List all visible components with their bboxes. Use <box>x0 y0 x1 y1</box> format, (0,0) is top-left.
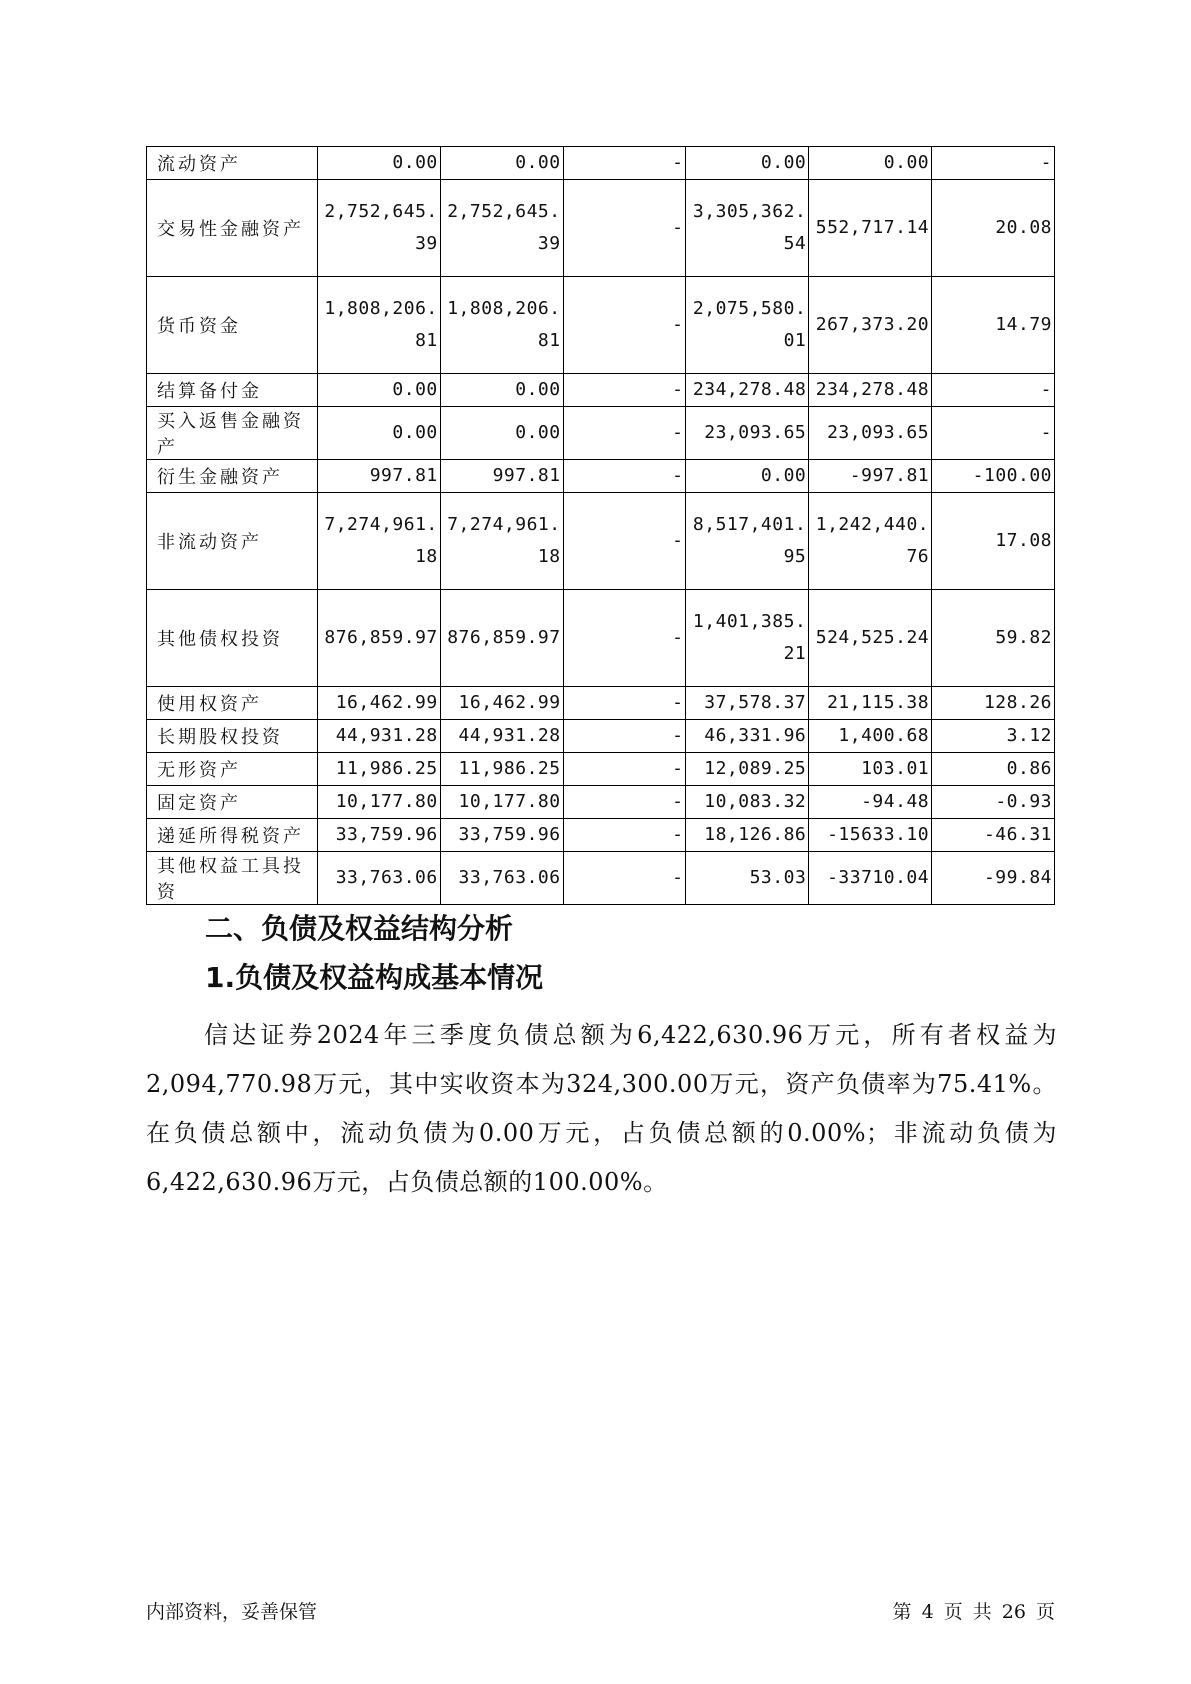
value-cell-col4: 0.00 <box>686 460 809 493</box>
value-cell-col6: -99.84 <box>932 852 1055 905</box>
row-label: 递延所得税资产 <box>147 819 318 852</box>
value-cell-col3: - <box>563 590 686 687</box>
value-cell-col1: 16,462.99 <box>317 687 440 720</box>
row-label: 使用权资产 <box>147 687 318 720</box>
table-row <box>147 590 1055 687</box>
value-cell-col1: 10,177.80 <box>317 786 440 819</box>
value-cell-col2: 11,986.25 <box>440 753 563 786</box>
value-cell-col4: 46,331.96 <box>686 720 809 753</box>
value-cell-col1: 876,859.97 <box>317 590 440 687</box>
row-label: 流动资产 <box>147 147 318 180</box>
table-row <box>147 753 1055 786</box>
value-cell-col4: 1,401,385.21 <box>686 590 809 687</box>
value-cell-col3: - <box>563 687 686 720</box>
value-cell-col5: 1,242,440.76 <box>809 493 932 590</box>
value-cell-col2: 44,931.28 <box>440 720 563 753</box>
value-cell-col4: 2,075,580.01 <box>686 277 809 374</box>
table-row <box>147 819 1055 852</box>
value-cell-col1: 7,274,961.18 <box>317 493 440 590</box>
value-cell-col6: 3.12 <box>932 720 1055 753</box>
value-cell-col4: 234,278.48 <box>686 374 809 407</box>
asset-table-body <box>147 147 1055 905</box>
footer-page-number: 第 4 页 共 26 页 <box>892 1601 1055 1623</box>
table-row <box>147 460 1055 493</box>
value-cell-col5: -33710.04 <box>809 852 932 905</box>
value-cell-col3: - <box>563 180 686 277</box>
value-cell-col1: 0.00 <box>317 374 440 407</box>
footer-confidential-note: 内部资料，妥善保管 <box>146 1601 318 1623</box>
value-cell-col1: 2,752,645.39 <box>317 180 440 277</box>
row-label: 非流动资产 <box>147 493 318 590</box>
row-label: 货币资金 <box>147 277 318 374</box>
row-label: 固定资产 <box>147 786 318 819</box>
table-row <box>147 407 1055 460</box>
value-cell-col2: 2,752,645.39 <box>440 180 563 277</box>
value-cell-col6: -100.00 <box>932 460 1055 493</box>
value-cell-col1: 1,808,206.81 <box>317 277 440 374</box>
value-cell-col2: 0.00 <box>440 147 563 180</box>
table-row <box>147 374 1055 407</box>
value-cell-col4: 8,517,401.95 <box>686 493 809 590</box>
value-cell-col3: - <box>563 374 686 407</box>
value-cell-col4: 53.03 <box>686 852 809 905</box>
value-cell-col6: 0.86 <box>932 753 1055 786</box>
value-cell-col3: - <box>563 460 686 493</box>
value-cell-col1: 0.00 <box>317 407 440 460</box>
value-cell-col2: 33,763.06 <box>440 852 563 905</box>
table-row <box>147 147 1055 180</box>
value-cell-col1: 44,931.28 <box>317 720 440 753</box>
value-cell-col5: 0.00 <box>809 147 932 180</box>
value-cell-col5: 552,717.14 <box>809 180 932 277</box>
value-cell-col1: 11,986.25 <box>317 753 440 786</box>
table-row <box>147 277 1055 374</box>
row-label: 衍生金融资产 <box>147 460 318 493</box>
row-label: 其他债权投资 <box>147 590 318 687</box>
value-cell-col4: 18,126.86 <box>686 819 809 852</box>
value-cell-col3: - <box>563 277 686 374</box>
value-cell-col3: - <box>563 753 686 786</box>
value-cell-col3: - <box>563 493 686 590</box>
value-cell-col6: -0.93 <box>932 786 1055 819</box>
value-cell-col4: 37,578.37 <box>686 687 809 720</box>
value-cell-col6: 14.79 <box>932 277 1055 374</box>
value-cell-col4: 23,093.65 <box>686 407 809 460</box>
value-cell-col5: 524,525.24 <box>809 590 932 687</box>
value-cell-col5: 21,115.38 <box>809 687 932 720</box>
value-cell-col5: 234,278.48 <box>809 374 932 407</box>
value-cell-col6: 128.26 <box>932 687 1055 720</box>
value-cell-col6: 20.08 <box>932 180 1055 277</box>
value-cell-col3: - <box>563 720 686 753</box>
row-label: 结算备付金 <box>147 374 318 407</box>
row-label: 交易性金融资产 <box>147 180 318 277</box>
value-cell-col6: - <box>932 407 1055 460</box>
value-cell-col4: 3,305,362.54 <box>686 180 809 277</box>
value-cell-col2: 0.00 <box>440 407 563 460</box>
value-cell-col3: - <box>563 147 686 180</box>
row-label: 其他权益工具投资 <box>147 852 318 905</box>
value-cell-col3: - <box>563 819 686 852</box>
value-cell-col2: 7,274,961.18 <box>440 493 563 590</box>
value-cell-col4: 10,083.32 <box>686 786 809 819</box>
value-cell-col5: 267,373.20 <box>809 277 932 374</box>
value-cell-col1: 33,763.06 <box>317 852 440 905</box>
table-row <box>147 786 1055 819</box>
table-row <box>147 687 1055 720</box>
value-cell-col2: 0.00 <box>440 374 563 407</box>
value-cell-col2: 10,177.80 <box>440 786 563 819</box>
asset-table <box>146 146 1055 905</box>
row-label: 长期股权投资 <box>147 720 318 753</box>
section-heading: 二、负债及权益结构分析 <box>205 912 514 945</box>
value-cell-col3: - <box>563 786 686 819</box>
value-cell-col1: 997.81 <box>317 460 440 493</box>
value-cell-col5: 103.01 <box>809 753 932 786</box>
value-cell-col6: 17.08 <box>932 493 1055 590</box>
value-cell-col3: - <box>563 407 686 460</box>
value-cell-col2: 876,859.97 <box>440 590 563 687</box>
value-cell-col4: 0.00 <box>686 147 809 180</box>
value-cell-col4: 12,089.25 <box>686 753 809 786</box>
value-cell-col1: 0.00 <box>317 147 440 180</box>
value-cell-col5: -997.81 <box>809 460 932 493</box>
value-cell-col2: 1,808,206.81 <box>440 277 563 374</box>
value-cell-col6: - <box>932 374 1055 407</box>
value-cell-col5: 23,093.65 <box>809 407 932 460</box>
value-cell-col1: 33,759.96 <box>317 819 440 852</box>
value-cell-col6: -46.31 <box>932 819 1055 852</box>
value-cell-col6: - <box>932 147 1055 180</box>
value-cell-col5: -15633.10 <box>809 819 932 852</box>
row-label: 无形资产 <box>147 753 318 786</box>
value-cell-col5: -94.48 <box>809 786 932 819</box>
section-paragraph: 信达证券2024年三季度负债总额为6,422,630.96万元，所有者权益为2,094,770.98万元，其中实收资本为324,300.00万元，资产负债率为75.41%。在负债总额中，流动负债为0.00万元，占负债总额的0.00%；非流动负债为6,422,630.96万元，占负债总额的100.00%。 <box>146 1021 1057 1196</box>
value-cell-col5: 1,400.68 <box>809 720 932 753</box>
value-cell-col2: 33,759.96 <box>440 819 563 852</box>
value-cell-col2: 997.81 <box>440 460 563 493</box>
table-row <box>147 180 1055 277</box>
table-row <box>147 493 1055 590</box>
row-label: 买入返售金融资产 <box>147 407 318 460</box>
section-subheading: 1.负债及权益构成基本情况 <box>205 961 544 994</box>
value-cell-col2: 16,462.99 <box>440 687 563 720</box>
table-row <box>147 852 1055 905</box>
table-row <box>147 720 1055 753</box>
value-cell-col3: - <box>563 852 686 905</box>
value-cell-col6: 59.82 <box>932 590 1055 687</box>
